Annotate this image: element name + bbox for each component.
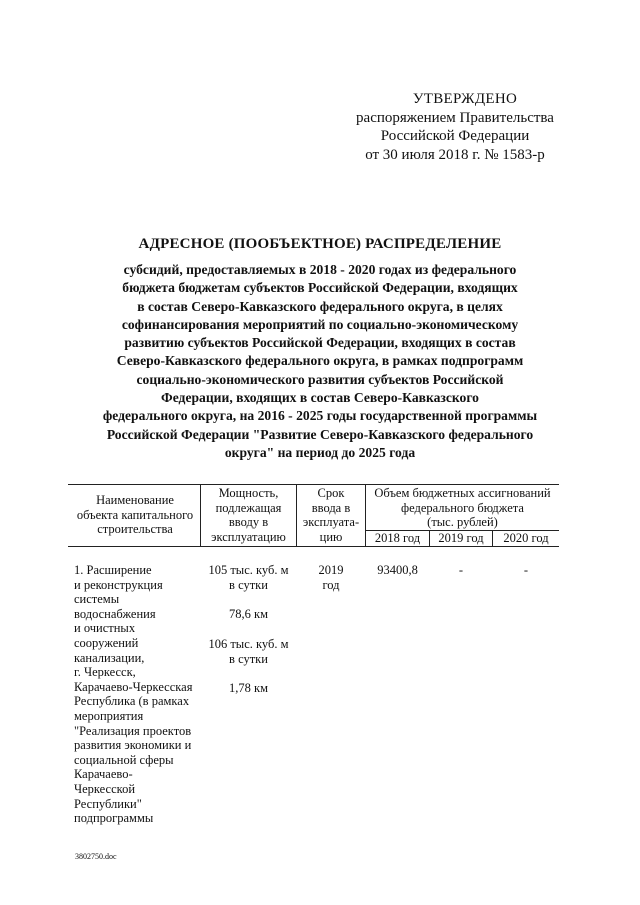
row-2018-value	[366, 563, 429, 578]
row-name-line: социальной сферы	[74, 752, 174, 767]
row-capacity-1	[201, 563, 296, 592]
header-year-2019	[430, 531, 492, 546]
header-capacity	[201, 486, 296, 544]
approval-line: распоряжением Правительства	[356, 109, 554, 126]
header-capacity-line: вводу в	[228, 515, 269, 529]
row-name-line: Республика (в рамках	[74, 694, 190, 709]
subtitle-line: Федерации, входящих в состав Северо-Кавказского	[161, 390, 479, 406]
row-term	[297, 563, 365, 592]
term-year: 2019	[318, 563, 344, 577]
subtitle-line: в состав Северо-Кавказского федерального округа, в целях	[137, 298, 503, 314]
header-term-line: ввода в	[311, 500, 351, 515]
table-top-rule	[68, 484, 559, 485]
subtitle-line: субсидий, предоставляемых в 2018 - 2020 годах из федерального	[123, 262, 517, 277]
capacity-value: 78,6 км	[229, 607, 268, 621]
approval-block	[340, 90, 570, 164]
subtitle-line: бюджета бюджетам субъектов Российской Федерации, входящих	[122, 280, 518, 296]
header-capacity-line: эксплуатацию	[211, 529, 286, 544]
document-subtitle	[60, 261, 580, 462]
row-name-cell	[74, 563, 200, 826]
subtitle-line: софинансирования мероприятий по социально-экономическому	[121, 316, 519, 332]
header-name-line: Наименование	[96, 493, 174, 507]
value-2018: 93400,8	[377, 563, 418, 577]
row-name-line: Черкесской	[74, 781, 136, 796]
approval-heading: УТВЕРЖДЕНО	[412, 91, 518, 107]
header-term-line: цию	[319, 529, 343, 544]
row-name-line: г. Черкесск,	[74, 665, 136, 680]
subtitle-line: развитию субъектов Российской Федерации, входящих в состав	[124, 335, 516, 351]
header-year-label: 2020 год	[503, 531, 549, 545]
row-name-line: 1. Расширение	[74, 563, 152, 577]
header-term-line: Срок	[317, 486, 345, 500]
row-name-line: Карачаево-	[74, 767, 133, 782]
row-name-line: мероприятия	[74, 708, 144, 723]
row-name-line: подпрограммы	[74, 811, 154, 826]
header-capacity-line: Мощность,	[218, 486, 279, 500]
header-name-line: строительства	[97, 522, 173, 536]
header-name	[70, 493, 200, 537]
subtitle-line: округа" на период до 2025 года	[224, 444, 416, 460]
subtitle-line: социально-экономического развития субъектов Российской	[136, 371, 504, 387]
row-name-line: и очистных	[74, 621, 136, 636]
capacity-unit: в сутки	[229, 577, 268, 592]
file-footer: 3802750.doc	[75, 852, 117, 861]
approval-line: от 30 июля 2018 г. № 1583-р	[365, 146, 545, 163]
approval-line: Российской Федерации	[380, 128, 530, 144]
subtitle-line: Российской Федерации "Развитие Северо-Кавказского федерального	[106, 426, 534, 442]
header-budget-line: Объем бюджетных ассигнований	[374, 486, 551, 500]
value-2020: -	[523, 563, 529, 577]
capacity-value: 106 тыс. куб. м	[208, 637, 289, 651]
row-name-line: канализации,	[74, 650, 145, 665]
row-name-line: системы	[74, 592, 120, 607]
term-unit: год	[322, 577, 340, 592]
header-term	[297, 486, 365, 544]
subtitle-line: Северо-Кавказского федерального округа, в рамках подпрограмм	[116, 353, 524, 369]
document-title: АДРЕСНОЕ (ПООБЪЕКТНОЕ) РАСПРЕДЕЛЕНИЕ	[138, 236, 502, 252]
header-year-label: 2018 год	[374, 531, 421, 545]
header-year-label: 2019 год	[438, 531, 484, 545]
header-budget-line: (тыс. рублей)	[427, 515, 498, 529]
row-name-line: Карачаево-Черкесская	[74, 679, 193, 694]
row-name-line: и реконструкция	[74, 577, 163, 592]
value-2019: -	[458, 563, 464, 577]
row-name-line: развития экономики и	[74, 738, 192, 753]
row-name-line: "Реализация проектов	[74, 723, 192, 738]
row-capacity-3	[201, 637, 296, 666]
table-header-bottom-rule	[68, 546, 559, 547]
row-capacity-2	[201, 607, 296, 622]
header-name-line: объекта капитального	[76, 507, 194, 522]
row-capacity-4	[201, 681, 296, 696]
header-budget-line: федерального бюджета	[401, 500, 524, 515]
row-name-line: водоснабжения	[74, 606, 156, 621]
header-capacity-line: подлежащая	[215, 500, 282, 515]
subtitle-line: федерального округа, на 2016 - 2025 годы государственной программы	[102, 408, 538, 424]
capacity-value: 105 тыс. куб. м	[208, 563, 289, 577]
capacity-value: 1,78 км	[229, 681, 268, 695]
row-name-line: сооружений	[74, 635, 139, 650]
header-year-2020	[493, 531, 559, 546]
row-2019-value	[430, 563, 492, 578]
row-2020-value	[493, 563, 559, 578]
row-name-line: Республики"	[74, 796, 142, 811]
header-budget	[366, 486, 559, 530]
header-term-line: эксплуата-	[302, 515, 360, 529]
capacity-unit: в сутки	[229, 651, 268, 666]
header-year-2018	[366, 531, 429, 546]
